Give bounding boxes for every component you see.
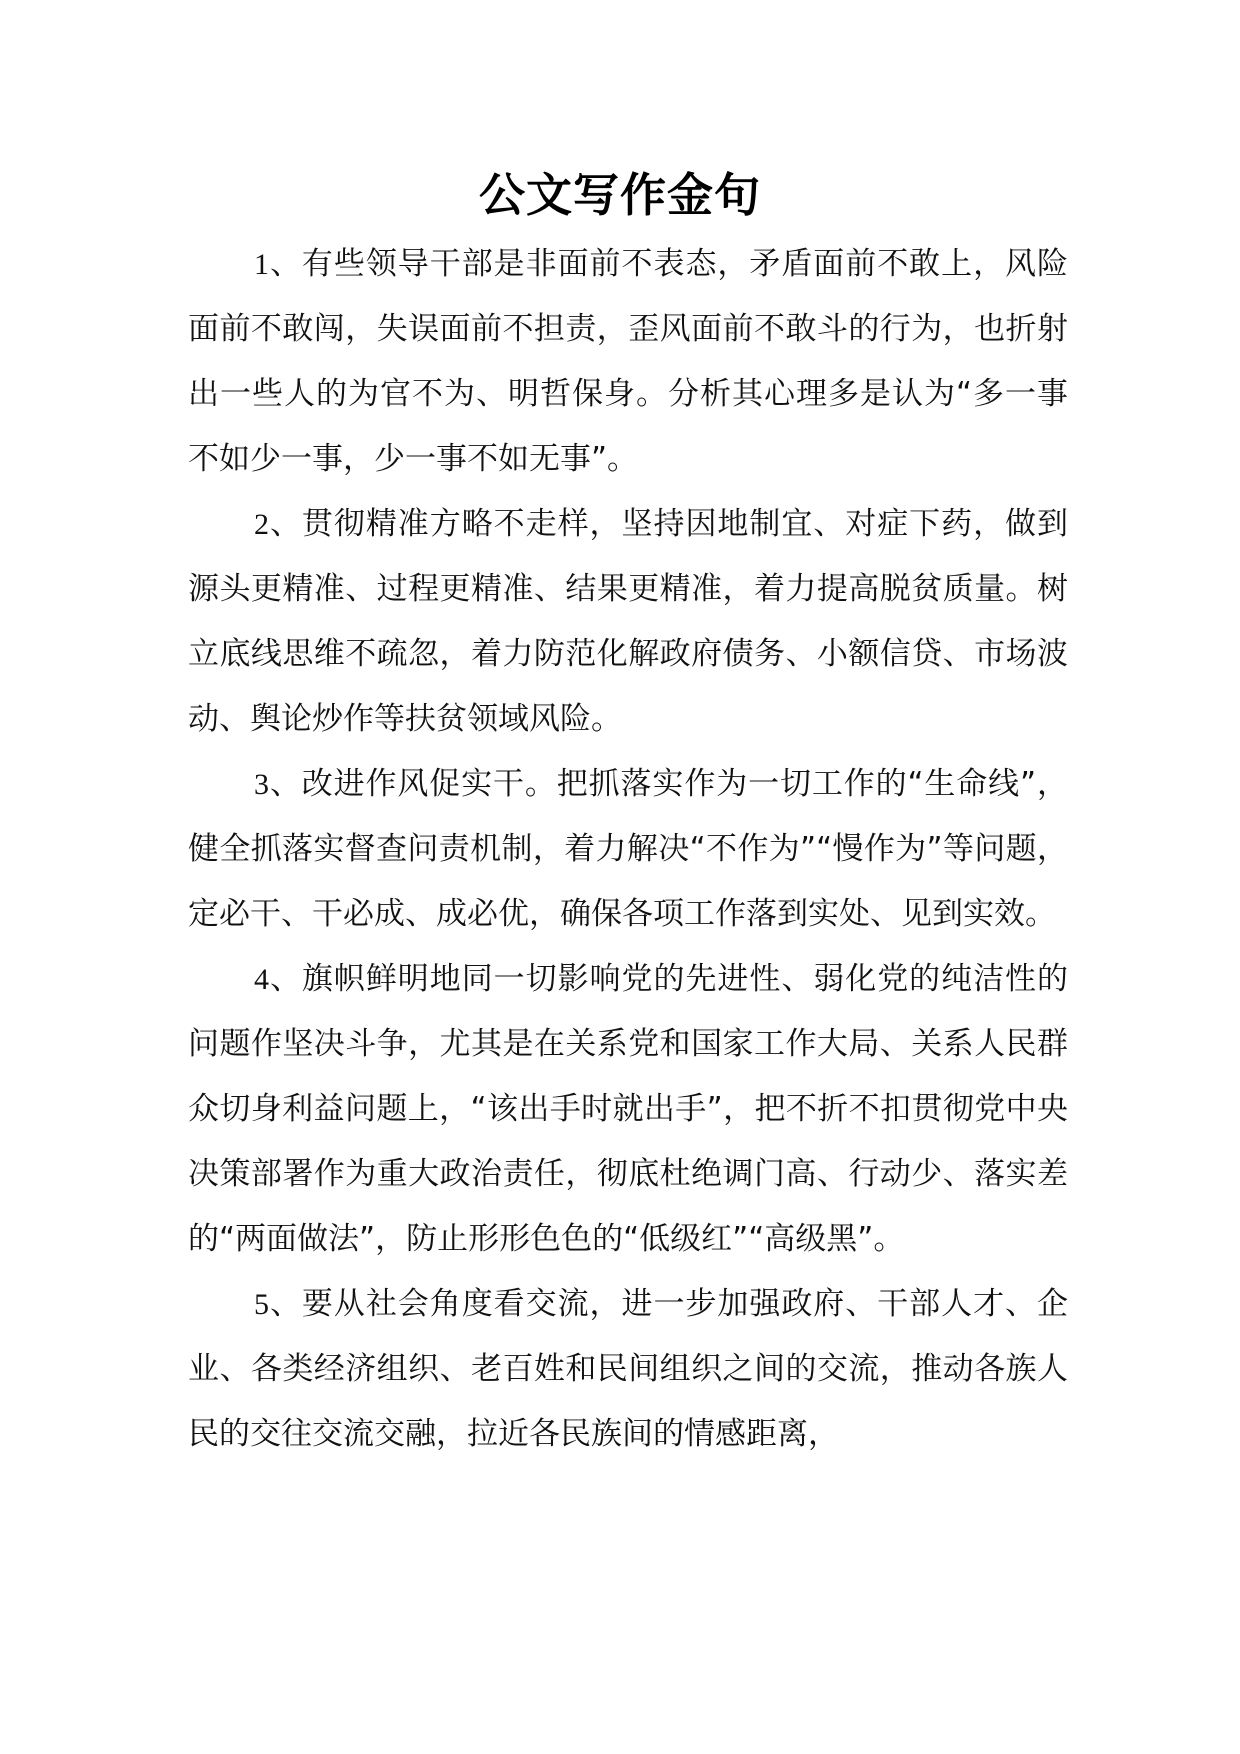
paragraph-number: 4 [254,963,269,996]
paragraph-1 [188,232,1068,492]
paragraph-number: 2 [254,508,269,541]
paragraph-number: 3 [254,768,269,801]
paragraph-5 [188,1272,1068,1467]
paragraph-number: 1 [254,248,269,281]
document-body [188,232,1068,1467]
paragraph-text: 、有些领导干部是非面前不表态，矛盾面前不敢上，风险面前不敢闯，失误面前不担责，歪风面前不敢斗的行为，也折射出一些人的为官不为、明哲保身。分析其心理多是认为“多一事不如少一事，少一事不如无事”。 [188,246,1068,477]
paragraph-4 [188,947,1068,1272]
paragraph-2 [188,492,1068,752]
document-title: 公文写作金句 [479,168,761,222]
paragraph-text: 、要从社会角度看交流，进一步加强政府、干部人才、企业、各类经济组织、老百姓和民间组织之间的交流，推动各族人民的交往交流交融，拉近各民族间的情感距离， [188,1286,1068,1452]
paragraph-number: 5 [254,1288,269,1321]
paragraph-3 [188,752,1068,947]
paragraph-text: 、旗帜鲜明地同一切影响党的先进性、弱化党的纯洁性的问题作坚决斗争，尤其是在关系党和国家工作大局、关系人民群众切身利益问题上，“该出手时就出手”，把不折不扣贯彻党中央决策部署作为重大政治责任，彻底杜绝调门高、行动少、落实差的“两面做法”，防止形形色色的“低级红”“高级黑”。 [188,961,1068,1257]
paragraph-text: 、贯彻精准方略不走样，坚持因地制宜、对症下药，做到源头更精准、过程更精准、结果更精准，着力提高脱贫质量。树立底线思维不疏忽，着力防范化解政府债务、小额信贷、市场波动、舆论炒作等扶贫领域风险。 [188,506,1068,737]
paragraph-text: 、改进作风促实干。把抓落实作为一切工作的“生命线”，健全抓落实督查问责机制，着力解决“不作为”“慢作为”等问题，定必干、干必成、成必优，确保各项工作落到实处、见到实效。 [188,766,1068,932]
